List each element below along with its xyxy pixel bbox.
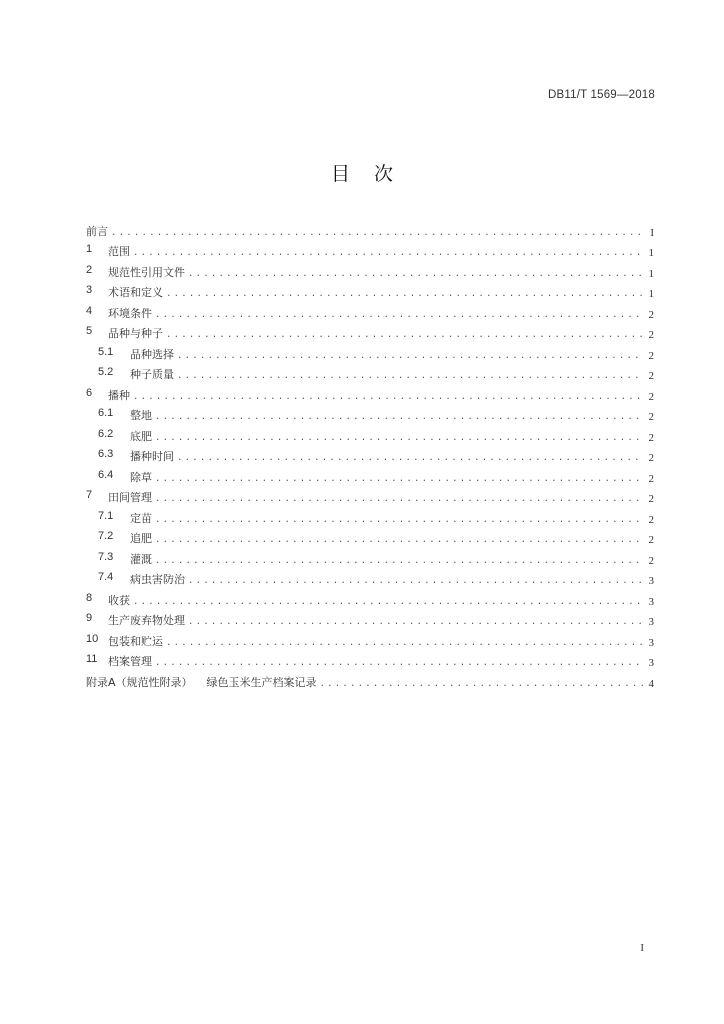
toc-entry-number: 5.2 [98, 366, 114, 378]
toc-entry-title: 种子质量 [130, 368, 174, 381]
toc-entry[interactable] [86, 526, 654, 547]
toc-entry-number: 7.2 [98, 530, 114, 542]
toc-entry-page: 3 [648, 595, 654, 608]
toc-entry-label [86, 387, 130, 403]
toc-leader-dots [166, 329, 643, 341]
toc-entry-label [98, 428, 152, 444]
toc-leader-dots [188, 616, 643, 628]
toc-entry-page: 2 [648, 370, 654, 382]
toc-leader-dots [155, 432, 643, 444]
toc-entry-label [86, 612, 185, 628]
toc-entry-page: 1 [648, 267, 654, 280]
toc-entry-page: 2 [648, 308, 654, 321]
toc-entry-title: 包装和贮运 [108, 634, 163, 648]
toc-entry-label [86, 653, 152, 669]
toc-entry[interactable] [86, 546, 654, 567]
toc-entry-title: 播种时间 [130, 450, 174, 463]
toc-entry[interactable] [86, 259, 654, 280]
toc-entry-label [98, 407, 152, 423]
toc-entry-page: 2 [648, 349, 654, 362]
toc-entry-title: 病虫害防治 [130, 573, 185, 586]
toc-entry-page: 2 [648, 452, 654, 464]
toc-entry-page: 3 [648, 575, 654, 587]
toc-entry-label [98, 448, 174, 464]
toc-entry-title: 前言 [86, 224, 108, 238]
toc-entry-title: 定苗 [130, 511, 152, 525]
toc-entry-number: 9 [86, 612, 93, 624]
toc-entry-number: 7.3 [98, 550, 114, 563]
toc-entry[interactable] [86, 239, 654, 260]
table-of-contents [86, 218, 654, 690]
toc-leader-dots [111, 227, 643, 239]
toc-leader-dots [177, 350, 643, 362]
toc-entry-title: 除草 [130, 470, 152, 484]
toc-entry-title: 田间管理 [108, 491, 152, 504]
toc-entry-number: 6.4 [98, 468, 114, 481]
toc-entry-title: 灌溉 [130, 552, 152, 566]
toc-entry[interactable] [86, 403, 654, 424]
toc-entry-page: 3 [648, 636, 654, 649]
toc-leader-dots [177, 370, 643, 382]
toc-entry-title: 播种 [108, 388, 130, 402]
toc-entry-page: 2 [648, 493, 654, 505]
toc-entry[interactable] [86, 300, 654, 321]
toc-leader-dots [155, 555, 643, 567]
toc-entry-label [98, 551, 152, 567]
toc-leader-dots [133, 391, 643, 403]
toc-entry-number: 10 [86, 632, 99, 645]
toc-entry-page: 4 [648, 677, 654, 690]
toc-leader-dots [133, 247, 643, 259]
toc-entry-number: 11 [86, 653, 98, 665]
toc-entry[interactable] [86, 505, 654, 526]
toc-entry-label [86, 284, 163, 300]
toc-leader-dots [188, 268, 643, 280]
toc-entry-title: 范围 [108, 245, 130, 258]
toc-entry-number: 6.2 [98, 427, 114, 440]
toc-entry-label [98, 366, 174, 382]
toc-entry-number: 4 [86, 304, 93, 317]
toc-entry-title: 追肥 [130, 532, 152, 545]
toc-entry-title: 收获 [108, 593, 130, 607]
toc-entry-number: 7 [86, 489, 93, 501]
toc-entry[interactable] [86, 608, 654, 629]
toc-entry[interactable] [86, 567, 654, 588]
toc-entry-page: 2 [648, 472, 654, 485]
toc-entry-number: 5 [86, 325, 93, 337]
toc-leader-dots [177, 452, 643, 464]
toc-entry-label [98, 530, 152, 546]
toc-entry-page: 2 [648, 554, 654, 567]
toc-entry-number: 2 [86, 263, 93, 276]
toc-entry[interactable] [86, 669, 654, 690]
toc-entry[interactable] [86, 280, 654, 301]
toc-leader-dots [155, 657, 643, 669]
toc-entry-number: 1 [86, 243, 93, 255]
toc-leader-dots [166, 288, 643, 300]
toc-leader-dots [133, 596, 643, 608]
toc-entry-number: 3 [86, 284, 93, 296]
toc-entry[interactable] [86, 362, 654, 383]
toc-entry-title: 附录A（规范性附录） [86, 675, 193, 689]
toc-entry[interactable] [86, 444, 654, 465]
toc-leader-dots [188, 575, 643, 587]
toc-leader-dots [155, 514, 643, 526]
toc-entry-label [86, 489, 152, 505]
toc-entry-page: 2 [648, 411, 654, 423]
toc-entry[interactable] [86, 382, 654, 403]
toc-entry-page: 2 [648, 534, 654, 546]
toc-entry-label [86, 243, 130, 259]
toc-entry[interactable] [86, 341, 654, 362]
toc-entry-title: 术语和定义 [108, 286, 163, 299]
toc-leader-dots [155, 411, 643, 423]
toc-entry-title: 档案管理 [108, 655, 152, 668]
toc-entry-title: 底肥 [130, 429, 152, 443]
toc-entry-page: I [650, 226, 654, 239]
toc-entry-number: 6.1 [98, 407, 114, 419]
toc-entry[interactable] [86, 321, 654, 342]
toc-entry[interactable] [86, 587, 654, 608]
toc-entry-number: 7.4 [98, 571, 114, 583]
toc-leader-dots [320, 678, 643, 690]
toc-entry-label [86, 633, 163, 649]
toc-entry-label [98, 571, 185, 587]
toc-leader-dots [155, 309, 643, 321]
toc-entry-subtitle: 绿色玉米生产档案记录 [206, 675, 317, 689]
toc-entry-number: 6.3 [98, 448, 114, 460]
toc-entry-title: 品种与种子 [108, 327, 163, 340]
toc-entry-title: 生产废弃物处理 [108, 614, 185, 627]
toc-entry-label [86, 305, 152, 321]
toc-entry-title: 整地 [130, 409, 152, 422]
toc-entry-page: 2 [648, 513, 654, 526]
toc-leader-dots [166, 637, 643, 649]
toc-entry-label [86, 325, 163, 341]
toc-entry-label [86, 223, 108, 239]
toc-entry[interactable] [86, 649, 654, 670]
toc-entry[interactable] [86, 423, 654, 444]
toc-entry-number: 6 [86, 386, 93, 399]
toc-entry[interactable] [86, 218, 654, 239]
toc-entry[interactable] [86, 464, 654, 485]
toc-entry-title: 环境条件 [108, 306, 152, 320]
toc-entry-page: 1 [648, 247, 654, 259]
toc-entry-number: 8 [86, 591, 93, 604]
toc-leader-dots [155, 493, 643, 505]
toc-entry-page: 2 [648, 431, 654, 444]
page-title: 目次 [330, 163, 417, 185]
toc-entry-page: 1 [648, 288, 654, 300]
standard-code: DB11/T 1569—2018 [548, 89, 655, 101]
toc-leader-dots [155, 534, 643, 546]
toc-entry-page: 3 [648, 616, 654, 628]
toc-entry[interactable] [86, 485, 654, 506]
toc-entry-title: 规范性引用文件 [108, 265, 185, 279]
toc-entry-label [86, 592, 130, 608]
toc-entry-title: 品种选择 [130, 347, 174, 361]
toc-entry-label [98, 510, 152, 526]
toc-entry-label [86, 264, 185, 280]
toc-entry-page: 2 [648, 390, 654, 403]
toc-entry-number: 5.1 [98, 345, 114, 358]
toc-entry-page: 3 [648, 657, 654, 669]
toc-entry-page: 2 [648, 329, 654, 341]
toc-entry-number: 7.1 [98, 509, 114, 522]
toc-entry-label [98, 469, 152, 485]
toc-entry-label [86, 674, 317, 690]
toc-entry[interactable] [86, 628, 654, 649]
page-number: I [640, 942, 644, 954]
toc-leader-dots [155, 473, 643, 485]
toc-entry-label [98, 346, 174, 362]
